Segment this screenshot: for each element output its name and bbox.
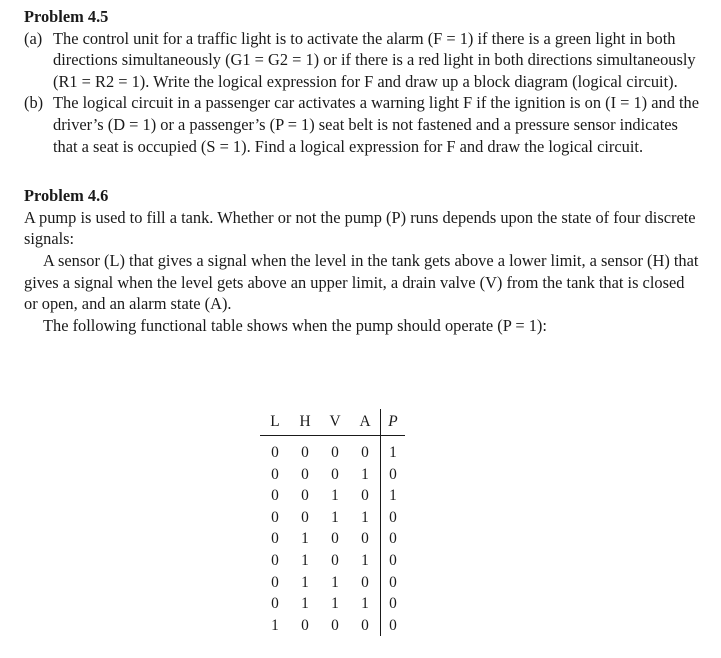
table-cell: 0 bbox=[271, 573, 279, 591]
table-cell: 1 bbox=[301, 551, 309, 569]
table-cell: 0 bbox=[271, 595, 279, 613]
table-cell: 0 bbox=[301, 444, 309, 461]
part-b-tag: (b) bbox=[24, 93, 44, 113]
column-header-p: P bbox=[381, 409, 406, 436]
table-cell: 0 bbox=[331, 616, 339, 634]
truth-table bbox=[260, 409, 405, 636]
table-cell: 0 bbox=[271, 444, 279, 461]
table-cell: 0 bbox=[381, 464, 406, 486]
table-row bbox=[260, 550, 405, 572]
table-cell: 0 bbox=[301, 465, 309, 483]
table-cell: 1 bbox=[331, 508, 339, 526]
document-page bbox=[24, 6, 702, 336]
table-cell: 0 bbox=[381, 528, 406, 550]
part-a-text: The control unit for a traffic light is to activate the alarm (F = 1) if there is a green light in both directions simultaneously (G1 = G2 = 1) or if there is a red light in both directions simultaneously (R1 = R2 = 1). Write the logical expression for F and draw up a block diagram (logical circuit). bbox=[53, 28, 696, 91]
table-cell: 0 bbox=[271, 530, 279, 548]
table-cell: 0 bbox=[361, 487, 369, 505]
table-cell: 1 bbox=[361, 508, 369, 526]
table-cell: 0 bbox=[331, 465, 339, 483]
table-cell: 0 bbox=[331, 551, 339, 569]
table-row bbox=[260, 436, 405, 464]
problem-4-5-part-b bbox=[24, 92, 702, 157]
problem-4-5-part-a bbox=[24, 28, 702, 93]
part-b-text: The logical circuit in a passenger car activates a warning light F if the ignition is on (I = 1) and the driver’s (D = 1) or a passenger’s (P = 1) seat belt is not fastened and a pressure sensor indicates that a seat is occupied (S = 1). Find a logical expression for F and draw the logical circuit. bbox=[53, 93, 700, 156]
table-cell: 0 bbox=[381, 550, 406, 572]
table-cell: 0 bbox=[381, 593, 406, 615]
table-cell: 1 bbox=[381, 485, 406, 507]
part-a-tag: (a) bbox=[24, 28, 43, 48]
table-cell: 0 bbox=[301, 508, 309, 526]
table-cell: 1 bbox=[361, 595, 369, 613]
table-cell: 0 bbox=[331, 530, 339, 548]
table-cell: 1 bbox=[301, 595, 309, 613]
table-cell: 1 bbox=[331, 573, 339, 591]
table-cell: 0 bbox=[271, 465, 279, 483]
table-row bbox=[260, 528, 405, 550]
problem-4-5-heading: Problem 4.5 bbox=[24, 7, 109, 26]
table-cell: 0 bbox=[381, 572, 406, 594]
table-cell: 0 bbox=[361, 616, 369, 634]
table-cell: 0 bbox=[301, 616, 309, 634]
table-cell: 1 bbox=[361, 465, 369, 483]
table-cell: 1 bbox=[381, 436, 406, 464]
truth-table-header bbox=[260, 409, 405, 436]
table-cell: 0 bbox=[301, 487, 309, 505]
table-row bbox=[260, 464, 405, 486]
truth-table-body bbox=[260, 436, 405, 637]
table-cell: 1 bbox=[331, 595, 339, 613]
table-row bbox=[260, 485, 405, 507]
table-cell: 0 bbox=[361, 444, 369, 461]
column-header-v: V bbox=[320, 409, 350, 436]
table-cell: 0 bbox=[331, 444, 339, 461]
table-cell: 1 bbox=[361, 551, 369, 569]
table-cell: 1 bbox=[271, 616, 279, 634]
column-header-l: L bbox=[260, 409, 290, 436]
table-cell: 0 bbox=[271, 487, 279, 505]
table-cell: 1 bbox=[301, 530, 309, 548]
table-row bbox=[260, 507, 405, 529]
table-cell: 0 bbox=[361, 573, 369, 591]
table-cell: 1 bbox=[301, 573, 309, 591]
table-cell: 0 bbox=[271, 551, 279, 569]
table-cell: 0 bbox=[381, 615, 406, 637]
table-cell: 0 bbox=[381, 507, 406, 529]
table-cell: 1 bbox=[331, 487, 339, 505]
problem-4-6-intro: A pump is used to fill a tank. Whether or not the pump (P) runs depends upon the state of four discrete signals: bbox=[24, 207, 696, 249]
table-row bbox=[260, 593, 405, 615]
column-header-a: A bbox=[350, 409, 381, 436]
problem-4-6-table-intro: The following functional table shows when the pump should operate (P = 1): bbox=[43, 315, 547, 335]
problem-4-6-heading: Problem 4.6 bbox=[24, 186, 109, 206]
table-cell: 0 bbox=[271, 508, 279, 526]
column-header-h: H bbox=[290, 409, 320, 436]
table-row bbox=[260, 572, 405, 594]
table-cell: 0 bbox=[361, 530, 369, 548]
problem-4-6-sensors: A sensor (L) that gives a signal when the level in the tank gets above a lower limit, a sensor (H) that gives a signal when the level gets above an upper limit, a drain valve (V) from the tank that is closed or open, and an alarm state (A). bbox=[24, 250, 699, 314]
table-row bbox=[260, 615, 405, 637]
